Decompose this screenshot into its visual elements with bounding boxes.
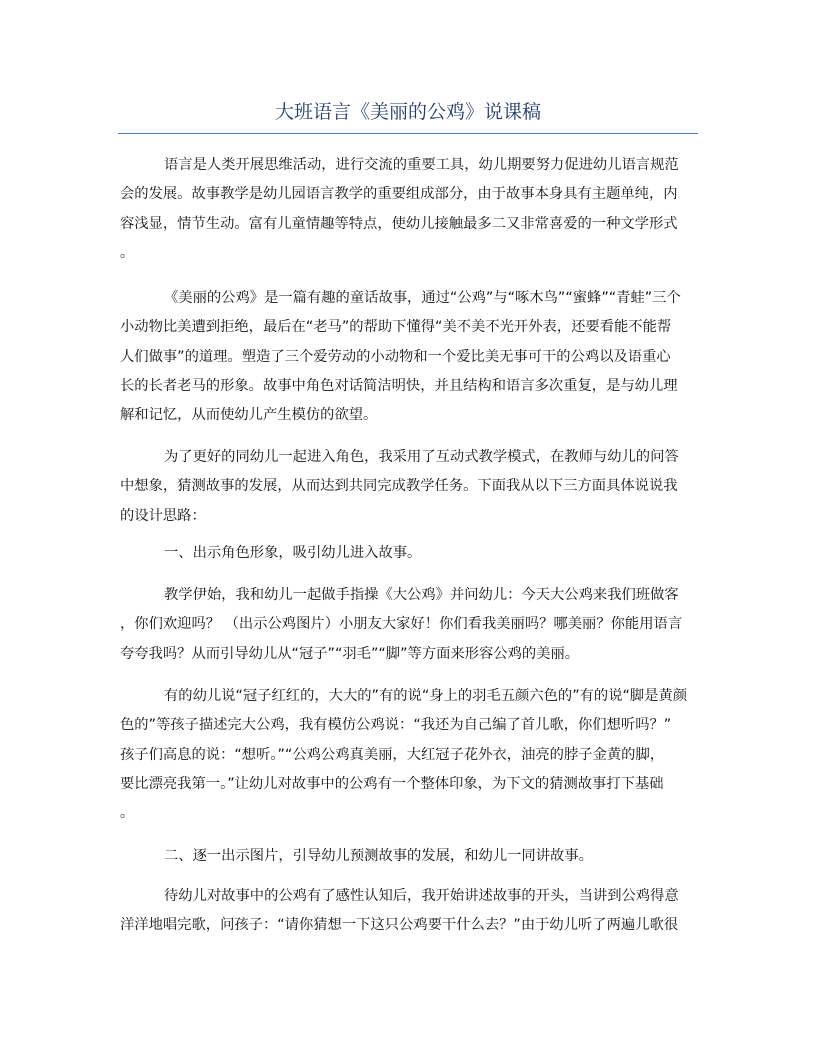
paragraph (120, 882, 700, 941)
text-line: 为了更好的同幼儿一起进入角色，我采用了互动式教学模式，在教师与幼儿的问答 (164, 449, 679, 465)
text-line: 的设计思路： (120, 507, 206, 524)
text-line: ，你们欢迎吗？ （出示公鸡图片）小朋友大家好！你们看我美丽吗？哪美丽？你能用语言 (120, 616, 683, 633)
document-title: 大班语言《美丽的公鸡》说课稿 (274, 101, 541, 123)
paragraph (120, 581, 700, 669)
paragraph (120, 682, 700, 828)
text-line: 。 (120, 805, 135, 822)
paragraph (120, 539, 700, 568)
text-line: 小动物比美遭到拒绝，最后在“老马”的帮助下懂得“美不美不光开外表，还要看能不能帮 (120, 319, 672, 336)
title-divider (118, 133, 698, 134)
text-line: 二、逐一出示图片，引导幼儿预测故事的发展，和幼儿一同讲故事。 (164, 848, 593, 864)
text-line: 解和记忆，从而使幼儿产生模仿的欲望。 (120, 407, 378, 424)
text-line: 教学伊始，我和幼儿一起做手指操《大公鸡》并问幼儿：今天大公鸡来我们班做客 (164, 587, 679, 603)
text-line: 容浅显，情节生动。富有儿童情趣等特点，使幼儿接触最多二又非常喜爱的一种文学形式 (120, 215, 678, 232)
text-line: 中想象，猜测故事的发展，从而达到共同完成教学任务。下面我从以下三方面具体说说我 (120, 478, 678, 495)
text-line: 待幼儿对故事中的公鸡有了感性认知后，我开始讲述故事的开头，当讲到公鸡得意 (164, 888, 679, 904)
text-line: 洋洋地唱完歌，问孩子：“请你猜想一下这只公鸡要干什么去？”由于幼儿听了两遍儿歌很 (120, 917, 679, 934)
text-line: 长的长者老马的形象。故事中角色对话简洁明快，并且结构和语言多次重复，是与幼儿理 (120, 377, 678, 394)
text-line: 《美丽的公鸡》是一篇有趣的童话故事，通过“公鸡”与“啄木鸟”“蜜蜂”“青蛙”三个 (164, 290, 681, 306)
text-line: 夸夸我吗？从而引导幼儿从“冠子”“羽毛”“脚”等方面来形容公鸡的美丽。 (120, 645, 580, 662)
text-line: 一、出示角色形象，吸引幼儿进入故事。 (164, 545, 422, 561)
paragraph (120, 842, 700, 871)
text-line: 色的”等孩子描述完大公鸡，我有模仿公鸡说：“我还为自己编了首儿歌，你们想听吗？” (120, 717, 672, 734)
text-line: 要比漂亮我第一。”让幼儿对故事中的公鸡有一个整体印象，为下文的猜测故事打下基础 (120, 775, 664, 792)
text-line: 人们做事”的道理。塑造了三个爱劳动的小动物和一个爱比美无事可干的公鸡以及语重心 (120, 348, 671, 365)
text-line: 会的发展。故事教学是幼儿园语言教学的重要组成部分，由于故事本身具有主题单纯，内 (120, 186, 678, 203)
text-line: 。 (120, 244, 135, 261)
text-line: 有的幼儿说“冠子红红的，大大的”有的说“身上的羽毛五颜六色的”有的说“脚是黄颜 (164, 688, 688, 704)
paragraph (120, 151, 700, 268)
paragraph (120, 443, 700, 531)
paragraph (120, 284, 700, 430)
text-line: 语言是人类开展思维活动，进行交流的重要工具，幼儿期要努力促进幼儿语言规范 (164, 157, 679, 173)
text-line: 孩子们高息的说：“想听。”“公鸡公鸡真美丽，大红冠子花外衣，油亮的脖子金黄的脚， (120, 746, 665, 763)
